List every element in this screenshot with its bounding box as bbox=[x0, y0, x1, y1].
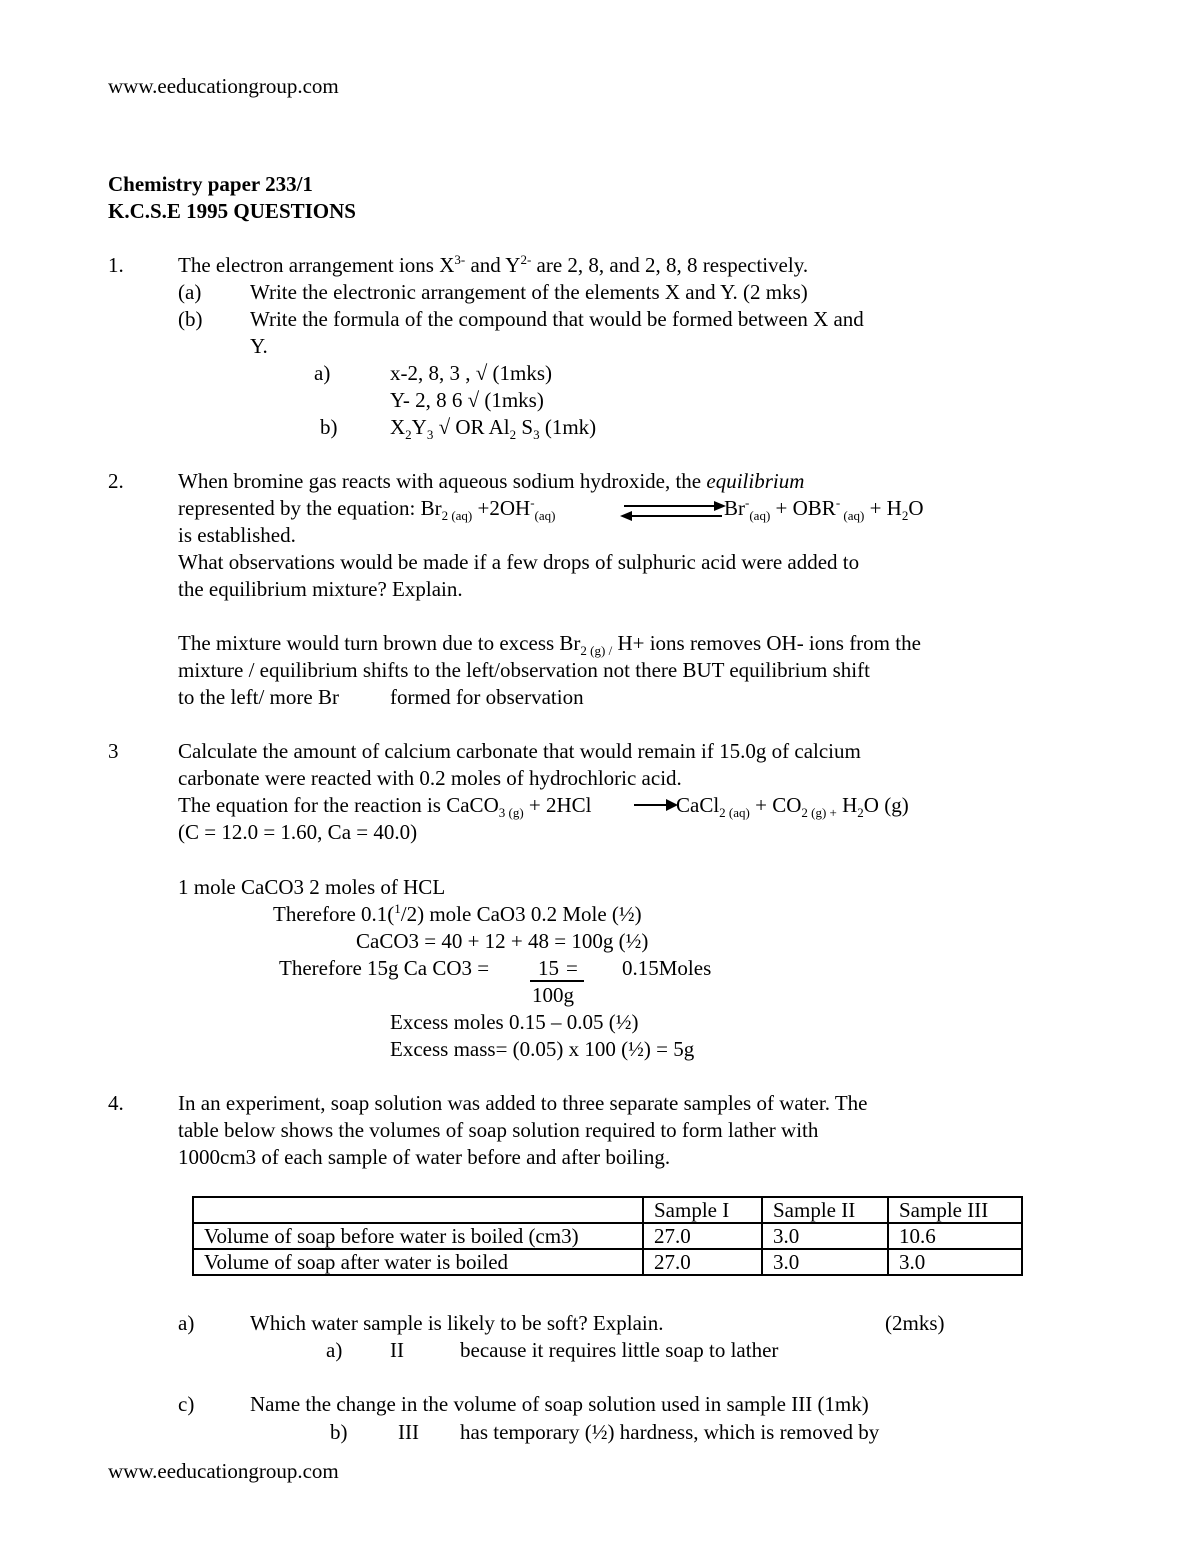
q3-fraction-equals: = bbox=[566, 956, 578, 980]
table-header-cell: Sample II bbox=[762, 1197, 888, 1223]
table-cell: 3.0 bbox=[888, 1249, 1022, 1275]
q4-c-text: Name the change in the volume of soap solution used in sample III (1mk) bbox=[250, 1392, 869, 1416]
q2-line-3: is established. bbox=[178, 523, 296, 547]
q3-working-4: Therefore 15g Ca CO3 = bbox=[279, 956, 490, 980]
q4-line-1: In an experiment, soap solution was added to three separate samples of water. The bbox=[178, 1091, 868, 1115]
q4-answer-b-text: has temporary (½) hardness, which is removed by bbox=[460, 1420, 880, 1444]
q3-line-2: carbonate were reacted with 0.2 moles of hydrochloric acid. bbox=[178, 766, 682, 790]
q3-equation-right: CaCl$_{2 (aq)}$ + $CO_{2 (g) +}$ $H_2O$ (g) bbox=[676, 793, 909, 821]
q2-line-4: What observations would be made if a few drops of sulphuric acid were added to bbox=[178, 550, 860, 574]
q1-answer-b: $X_2Y_3$ √ OR $Al_2$ $S_3$ (1mk) bbox=[390, 415, 597, 443]
q3-working-1: 1 mole CaCO3 2 moles of HCL bbox=[178, 875, 446, 899]
equilibrium-arrow-icon bbox=[618, 498, 728, 524]
q1-answer-a-line-1: x-2, 8, 3 , √ (1mks) bbox=[390, 361, 553, 385]
q1-b-text-2: Y. bbox=[250, 334, 268, 358]
q2-equation-right: $Br^-_{(aq)} + OBR^-$ $_{(aq)} + H_2O$ bbox=[724, 495, 924, 524]
q3-working-4-result: 0.15Moles bbox=[622, 956, 712, 980]
header-website: www.eeducationgroup.com bbox=[108, 74, 339, 98]
q2-answer-line-2: mixture / equilibrium shifts to the left/observation not there BUT equilibrium shift bbox=[178, 658, 870, 682]
footer-website: www.eeducationgroup.com bbox=[108, 1459, 339, 1483]
table-cell: 10.6 bbox=[888, 1223, 1022, 1249]
soap-volume-table bbox=[192, 1196, 1023, 1276]
q2-equation-left: represented by the equation: $Br_{2 (aq)} +2OH^-_{(aq)}$ bbox=[178, 495, 556, 524]
q4-a-marks: (2mks) bbox=[885, 1311, 945, 1335]
q3-line-4: (C = 12.0 = 1.60, Ca = 40.0) bbox=[178, 820, 418, 844]
q1-b-label: (b) bbox=[178, 307, 203, 331]
q1-a-text: Write the electronic arrangement of the elements X and Y. (2 mks) bbox=[250, 280, 808, 304]
q4-answer-b-value: III bbox=[398, 1420, 419, 1444]
table-row bbox=[193, 1223, 1022, 1249]
q1-stem: The electron arrangement ions $X^{3-}$ and $Y^{2-}$ are 2, 8, and 2, 8, 8 respectively. bbox=[178, 252, 809, 277]
q3-working-2: Therefore 0.1($^1$/2) mole CaO3 0.2 Mole (½) bbox=[273, 901, 642, 926]
q1-answer-a-line-2: Y- 2, 8 6 √ (1mks) bbox=[390, 388, 544, 412]
q4-number: 4. bbox=[108, 1091, 124, 1115]
q4-line-2: table below shows the volumes of soap solution required to form lather with bbox=[178, 1118, 819, 1142]
reaction-arrow-icon bbox=[632, 795, 680, 815]
q3-working-3: CaCO3 = 40 + 12 + 48 = 100g (½) bbox=[356, 929, 649, 953]
q3-working-6: Excess moles 0.15 – 0.05 (½) bbox=[390, 1010, 639, 1034]
table-cell: Volume of soap after water is boiled bbox=[193, 1249, 643, 1275]
table-cell: 3.0 bbox=[762, 1223, 888, 1249]
q3-fraction-bar bbox=[530, 980, 584, 982]
q4-answer-a-label: a) bbox=[326, 1338, 343, 1362]
q4-answer-b-label: b) bbox=[330, 1420, 348, 1444]
q4-a-label: a) bbox=[178, 1311, 195, 1335]
q1-answer-a-label: a) bbox=[314, 361, 331, 385]
q4-answer-a-text: because it requires little soap to lather bbox=[460, 1338, 779, 1362]
q1-answer-b-label: b) bbox=[320, 415, 338, 439]
q1-number: 1. bbox=[108, 253, 124, 277]
table-cell: 27.0 bbox=[643, 1223, 762, 1249]
table-row bbox=[193, 1249, 1022, 1275]
q2-answer-line-3b: formed for observation bbox=[390, 685, 584, 709]
table-cell: 27.0 bbox=[643, 1249, 762, 1275]
q2-line-5: the equilibrium mixture? Explain. bbox=[178, 577, 463, 601]
table-header-cell bbox=[193, 1197, 643, 1223]
title-line-2: K.C.S.E 1995 QUESTIONS bbox=[108, 199, 356, 223]
q4-line-3: 1000cm3 of each sample of water before and after boiling. bbox=[178, 1145, 671, 1169]
q4-answer-a-value: II bbox=[390, 1338, 404, 1362]
q2-line-1: When bromine gas reacts with aqueous sodium hydroxide, the equilibrium bbox=[178, 469, 805, 493]
q3-fraction-denominator: 100g bbox=[532, 983, 574, 1007]
q1-a-label: (a) bbox=[178, 280, 202, 304]
q4-c-label: c) bbox=[178, 1392, 195, 1416]
q1-b-text-1: Write the formula of the compound that would be formed between X and bbox=[250, 307, 864, 331]
title-line-1: Chemistry paper 233/1 bbox=[108, 172, 313, 196]
q2-number: 2. bbox=[108, 469, 124, 493]
table-cell: Volume of soap before water is boiled (cm3) bbox=[193, 1223, 643, 1249]
table-header-cell: Sample I bbox=[643, 1197, 762, 1223]
q4-a-text: Which water sample is likely to be soft? Explain. bbox=[250, 1311, 664, 1335]
q3-fraction-numerator: 15 bbox=[538, 956, 559, 980]
q2-answer-line-1: The mixture would turn brown due to excess $Br_{2 (g) /}$ H+ ions removes OH- ions from the bbox=[178, 631, 921, 659]
q3-equation-left: The equation for the reaction is CaCO$_{3 (g)}$ + 2HCl bbox=[178, 793, 592, 821]
q3-working-7: Excess mass= (0.05) x 100 (½) = 5g bbox=[390, 1037, 695, 1061]
table-header-row bbox=[193, 1197, 1022, 1223]
q3-number: 3 bbox=[108, 739, 119, 763]
q2-answer-line-3a: to the left/ more Br bbox=[178, 685, 339, 709]
table-header-cell: Sample III bbox=[888, 1197, 1022, 1223]
q3-line-1: Calculate the amount of calcium carbonate that would remain if 15.0g of calcium bbox=[178, 739, 861, 763]
table-cell: 3.0 bbox=[762, 1249, 888, 1275]
